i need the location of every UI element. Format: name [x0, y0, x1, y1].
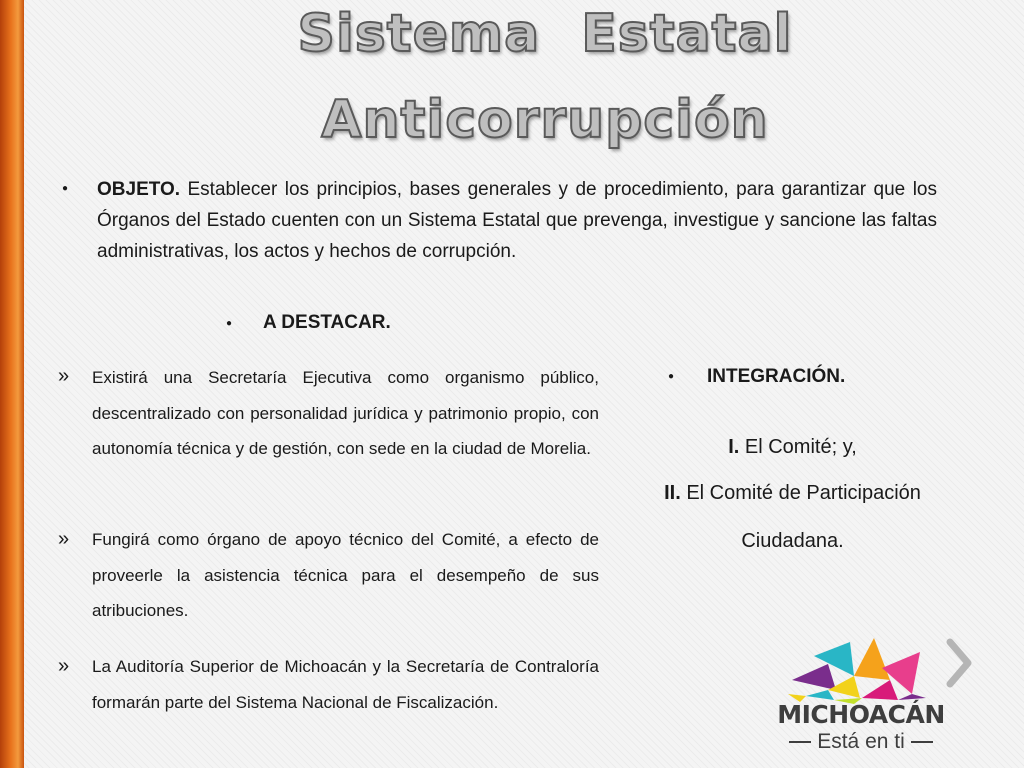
logo-dash: [911, 741, 933, 743]
page-title: [150, 4, 940, 150]
integracion-item-number: II.: [664, 482, 681, 504]
objeto-text: Establecer los principios, bases generales y de procedimiento, para garantizar que los Órganos del Estado cuenten con un Sistema Estatal que prevenga, investigue y sancione las faltas administrativas, los actos y hechos de corrupción.: [97, 179, 937, 262]
integracion-item: [620, 530, 965, 553]
logo-tagline-text: Está en ti: [817, 730, 905, 753]
integracion-item: [620, 436, 965, 459]
integracion-item-text: El Comité; y,: [739, 436, 857, 458]
objeto-paragraph: [97, 174, 937, 267]
bullet-icon: ●: [668, 371, 675, 382]
destacar-item: Existirá una Secretaría Ejecutiva como organismo público, descentralizado con personalidad jurídica y patrimonio propio, con autonomía técnica y de gestión, con sede en la ciudad de Morelia.: [92, 368, 599, 458]
bullet-icon: ●: [226, 318, 233, 329]
logo-shape: [792, 664, 836, 690]
logo-tagline: [775, 730, 947, 754]
logo-shape: [806, 690, 834, 700]
logo-shape: [854, 638, 890, 680]
title-line-2: Anticorrupción: [321, 90, 769, 150]
destacar-heading: A DESTACAR.: [263, 312, 391, 333]
next-slide-chevron-icon[interactable]: [944, 638, 974, 688]
title-line-1: Sistema Estatal: [297, 4, 793, 64]
raquo-icon: »: [58, 655, 70, 677]
logo-wordmark: MICHOACÁN: [777, 700, 945, 729]
logo-dash: [789, 741, 811, 743]
integracion-item: [620, 482, 965, 505]
objeto-label: OBJETO.: [97, 179, 181, 200]
left-accent-bar: [0, 0, 24, 768]
integracion-item-text: Ciudadana.: [741, 530, 844, 552]
logo-shape: [862, 680, 898, 700]
destacar-item: Fungirá como órgano de apoyo técnico del Comité, a efecto de proveerle la asistencia técnica para el desempeño de sus atribuciones.: [92, 530, 599, 620]
destacar-item: La Auditoría Superior de Michoacán y la Secretaría de Contraloría formarán parte del Sistema Nacional de Fiscalización.: [92, 657, 599, 712]
raquo-icon: »: [58, 365, 70, 387]
integracion-item-number: I.: [728, 436, 740, 458]
raquo-icon: »: [58, 528, 70, 550]
bullet-icon: ●: [62, 183, 69, 194]
integracion-heading: INTEGRACIÓN.: [707, 366, 846, 387]
integracion-item-text: El Comité de Participación: [680, 482, 921, 504]
